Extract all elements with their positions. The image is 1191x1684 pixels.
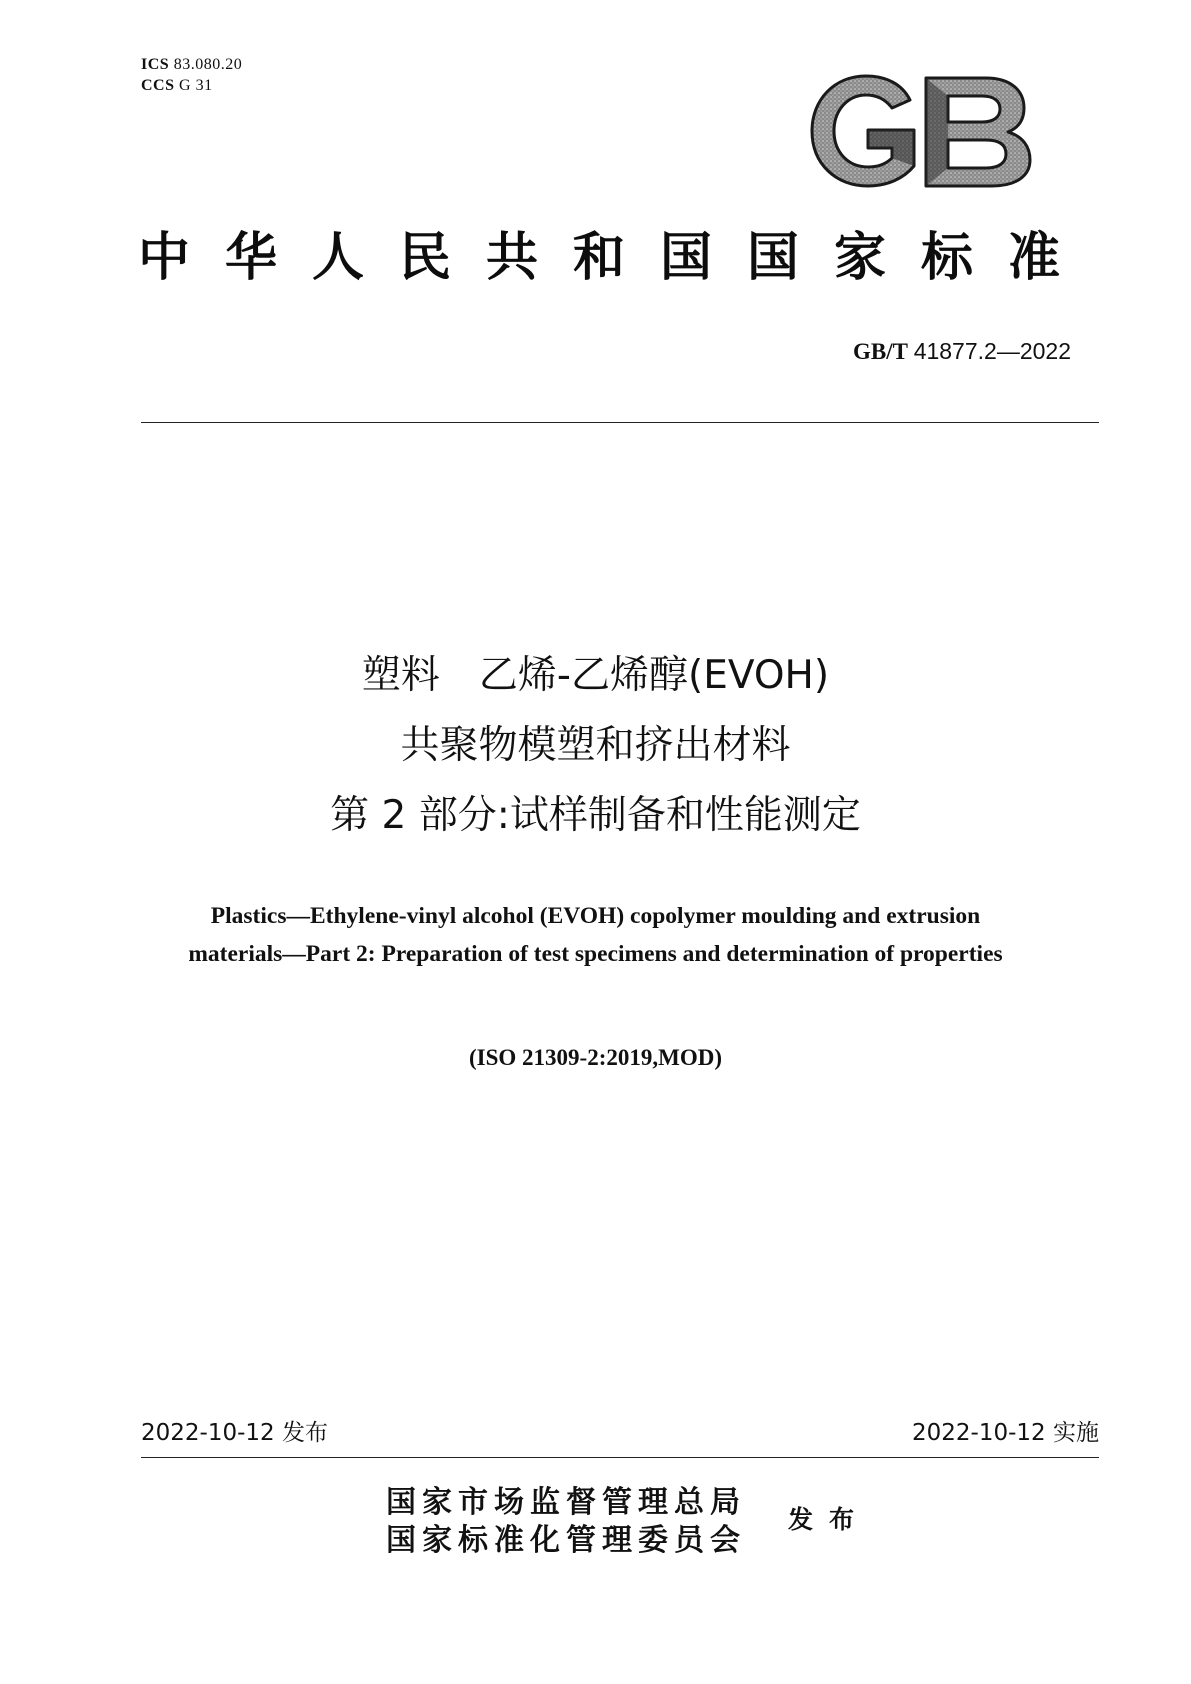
chinese-title-line-1: 塑料 乙烯-乙烯醇(EVOH) — [361, 653, 830, 698]
footer-divider — [141, 1457, 1099, 1458]
chinese-title-line-3: 第 2 部分:试样制备和性能测定 — [330, 793, 861, 838]
issuer-samr: 国家市场监督管理总局 — [386, 1485, 746, 1520]
gb-standard-logo — [806, 72, 1034, 190]
header-divider — [141, 422, 1099, 423]
issue-date: 2022-10-12 发布 — [141, 1420, 328, 1446]
issuer-sac: 国家标准化管理委员会 — [386, 1523, 746, 1558]
english-title-line-1: Plastics—Ethylene-vinyl alcohol (EVOH) copolymer moulding and extrusion — [210, 903, 981, 929]
standard-code: GB/T — [852, 339, 908, 364]
ics-value: 83.080.20 — [173, 56, 243, 73]
iso-adoption-note: (ISO 21309-2:2019,MOD) — [469, 1045, 722, 1070]
ccs-value: G 31 — [179, 77, 213, 94]
ccs-code — [141, 76, 213, 96]
national-standard-heading: 中华人民共和国国家标准 — [138, 228, 1096, 288]
publish-label: 发布 — [788, 1505, 871, 1534]
implementation-date: 2022-10-12 实施 — [912, 1420, 1099, 1446]
chinese-title-line-2: 共聚物模塑和挤出材料 — [400, 723, 791, 768]
ics-code — [141, 55, 242, 75]
standard-number — [853, 337, 1071, 366]
ccs-label: CCS — [141, 77, 175, 94]
ics-label: ICS — [141, 56, 170, 73]
english-title-line-2: materials—Part 2: Preparation of test specimens and determination of properties — [188, 941, 1003, 967]
standard-number-value: 41877.2—2022 — [913, 338, 1071, 364]
